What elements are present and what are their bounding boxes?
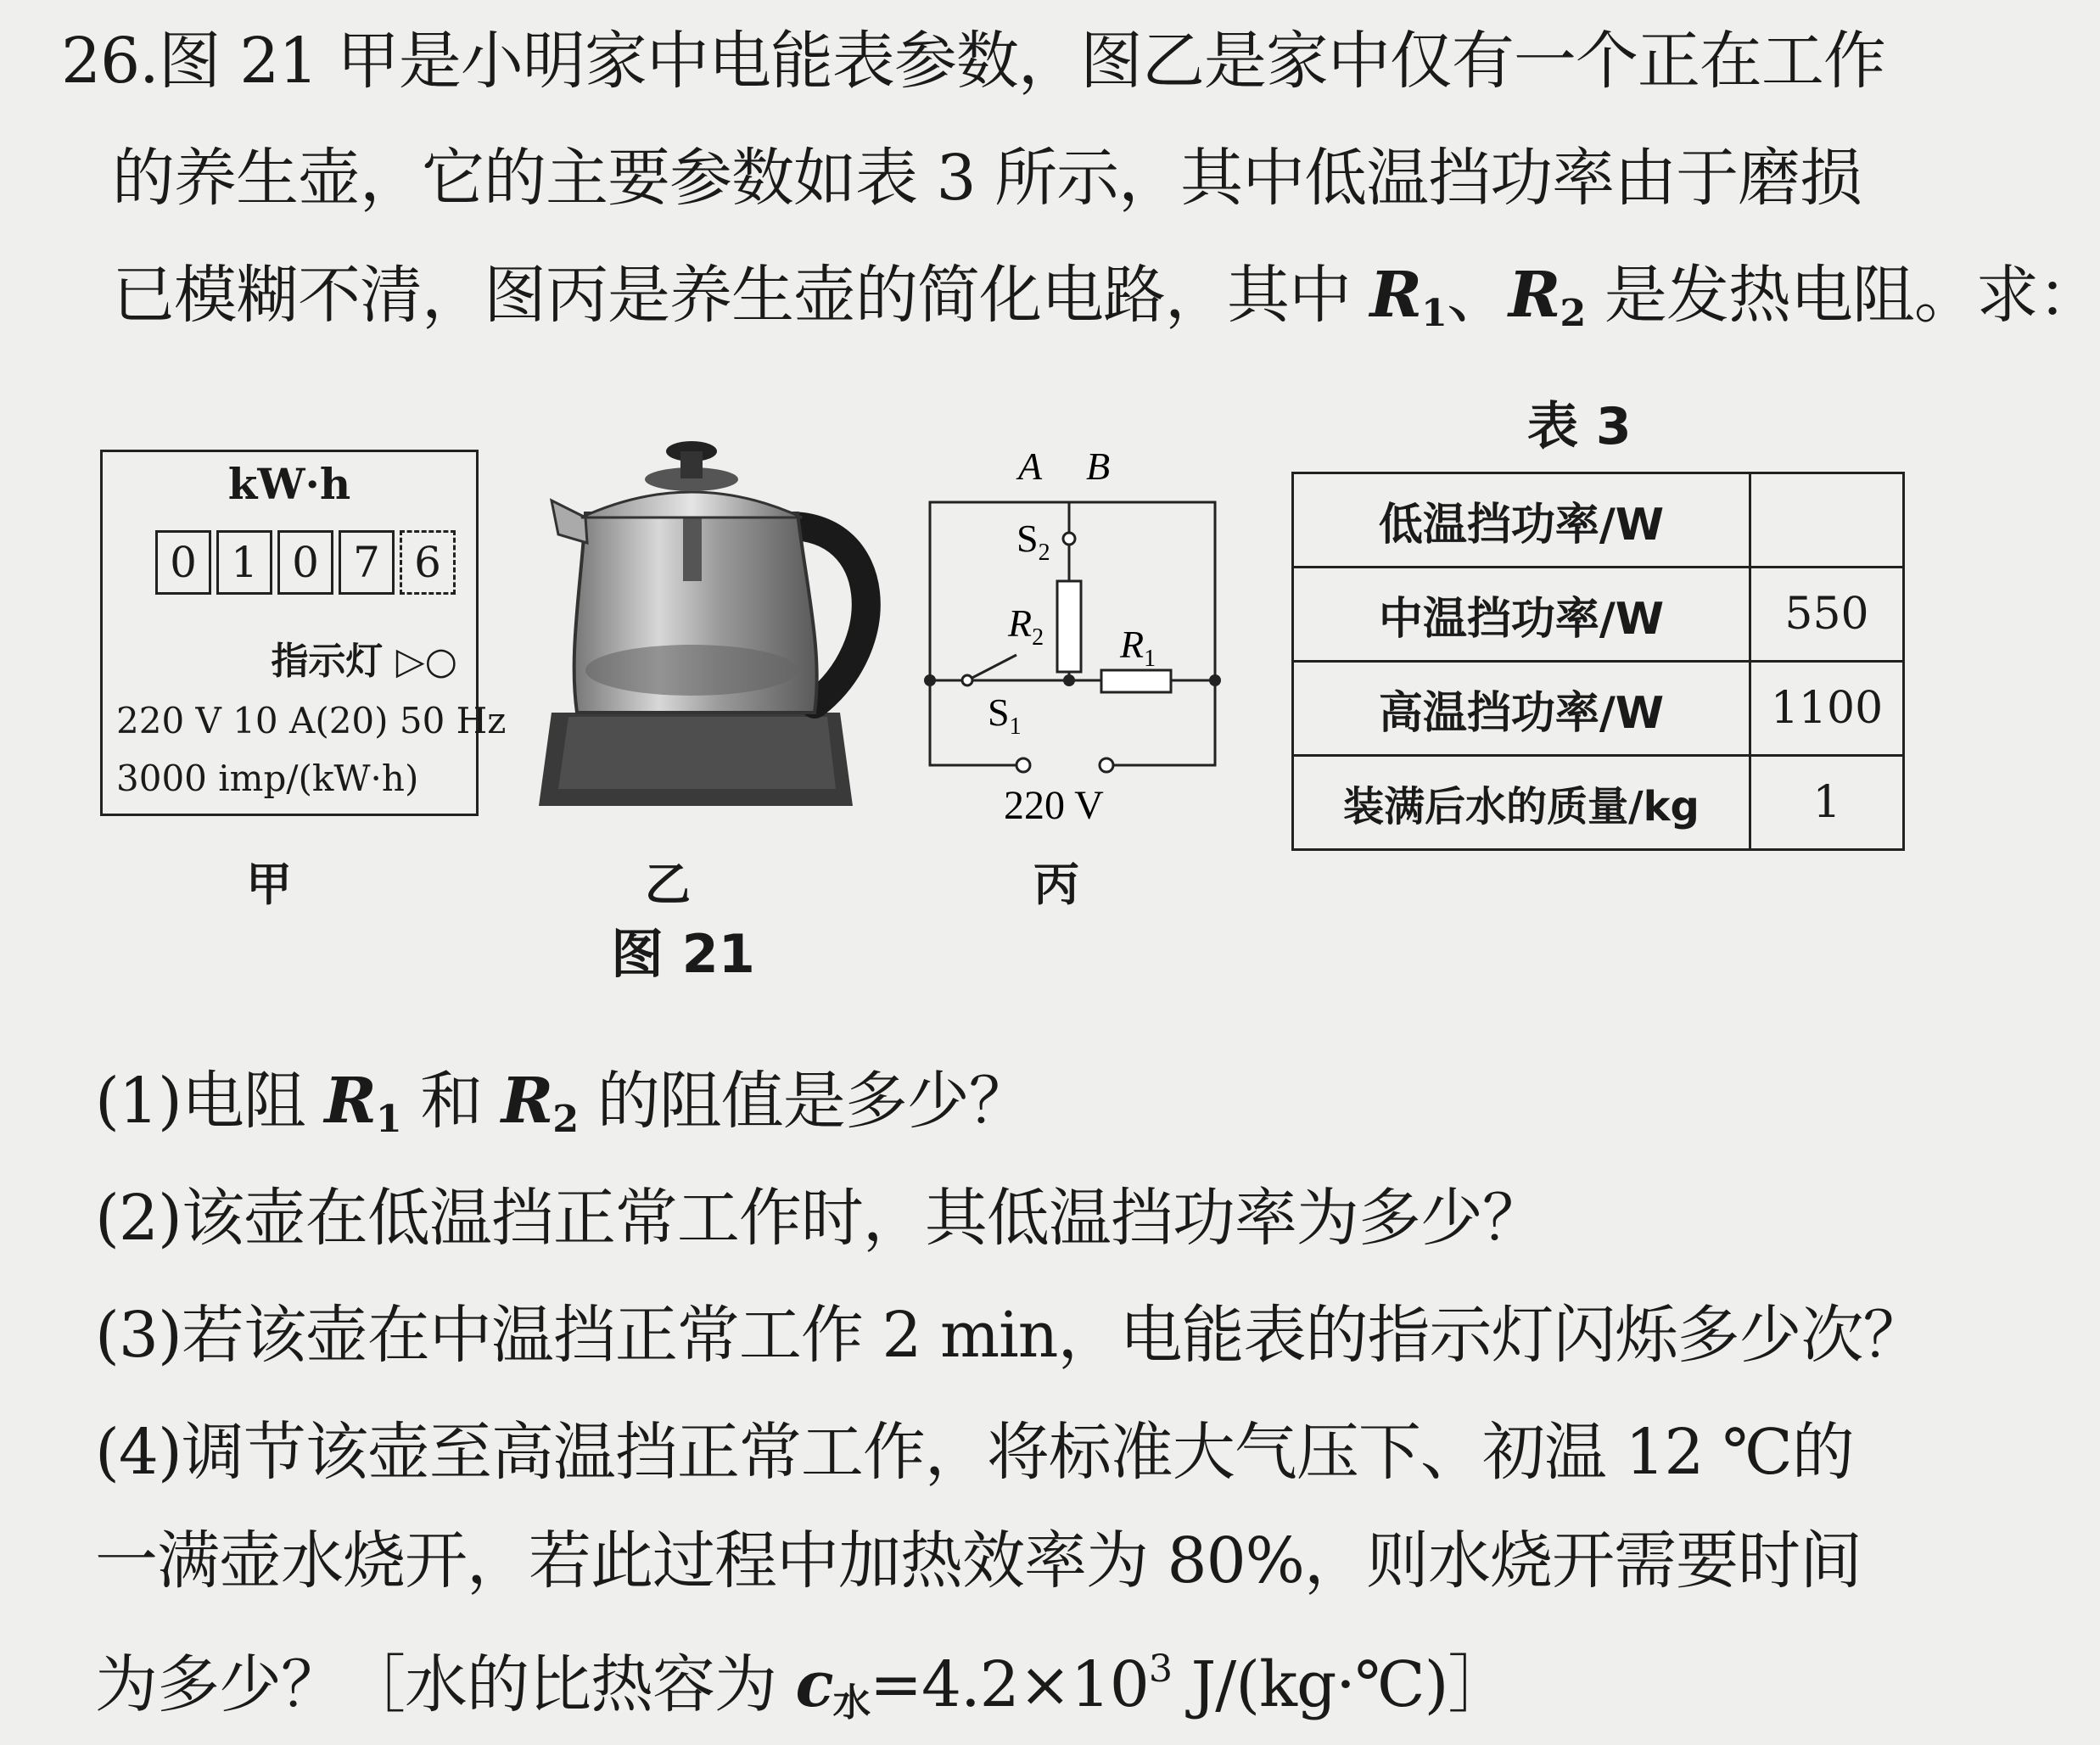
r2-symbol: $R_2$ [501, 1065, 579, 1142]
r2-symbol: $R_2$ [1508, 259, 1586, 336]
table-row [1293, 662, 1904, 756]
problem-line-3 [112, 253, 2100, 355]
electricity-meter-panel [100, 450, 507, 816]
specific-heat-symbol: $c_水$ [795, 1647, 870, 1725]
problem-line-2: 的养生壶，它的主要参数如表 3 所示，其中低温挡功率由于磨损 [112, 142, 1862, 215]
circuit-point-a: A [1018, 445, 1043, 488]
separator: 、 [1446, 259, 1509, 332]
exponent: 3 [1148, 1647, 1173, 1691]
table-cell-label: 中温挡功率/W [1293, 568, 1750, 662]
meter-digit-decimal: 6 [400, 530, 456, 595]
question-1-text: (1)电阻 [95, 1065, 325, 1138]
table-row [1293, 473, 1904, 568]
r1-symbol: $R_1$ [324, 1065, 401, 1142]
question-1 [95, 1059, 1031, 1161]
circuit-diagram [916, 441, 1239, 828]
table-cell-value: 550 [1750, 568, 1904, 662]
question-3: (3)若该壶在中温挡正常工作 2 min，电能表的指示灯闪烁多少次？ [95, 1299, 1925, 1372]
problem-line-3-text: 已模糊不清，图丙是养生壶的简化电路，其中 [112, 259, 1370, 332]
supply-voltage-label: 220 V [1004, 783, 1104, 828]
question-1-end: 的阻值是多少？ [578, 1065, 1031, 1138]
question-1-mid: 和 [400, 1065, 501, 1138]
table-cell-value: 1100 [1750, 662, 1904, 756]
meter-rating: 220 V 10 A(20) 50 Hz [116, 700, 507, 741]
figure-label-jia: 甲 [246, 858, 292, 911]
parameter-table [1291, 472, 1905, 851]
table-row [1293, 568, 1904, 662]
specific-heat-unit: J/(kg·℃)］ [1172, 1647, 1510, 1721]
problem-line-3-end: 是发热电阻。求： [1585, 259, 2100, 332]
table-cell-value [1750, 473, 1904, 568]
indicator-lamp-label: 指示灯 ▷○ [271, 640, 457, 683]
table-row [1293, 756, 1904, 850]
table-title: 表 3 [1527, 397, 1632, 456]
table-cell-value: 1 [1750, 756, 1904, 850]
figure-caption: 图 21 [611, 923, 755, 985]
specific-heat-value: =4.2×10 [870, 1647, 1149, 1721]
question-4-line-3 [95, 1627, 1509, 1745]
meter-digit: 1 [216, 530, 272, 595]
meter-digit: 0 [155, 530, 211, 595]
meter-unit: kW·h [227, 459, 351, 509]
circuit-point-b: B [1086, 445, 1111, 488]
meter-digits [155, 530, 461, 595]
table-cell-label: 装满后水的质量/kg [1293, 756, 1750, 850]
figure-label-yi: 乙 [645, 858, 691, 911]
figure-label-bing: 丙 [1033, 858, 1079, 911]
kettle-illustration [535, 433, 891, 823]
question-2: (2)该壶在低温挡正常工作时，其低温挡功率为多少？ [95, 1182, 1544, 1255]
switch-s1-label: $S_1$ [988, 691, 1022, 740]
question-4-line-1: (4)调节该壶至高温挡正常工作，将标准大气压下、初温 12 ℃的 [95, 1416, 1854, 1489]
table-cell-label: 高温挡功率/W [1293, 662, 1750, 756]
question-4-line-3-text: 为多少？［水的比热容为 [95, 1647, 796, 1721]
resistor-r2-label: $R_2$ [1008, 601, 1044, 651]
r1-symbol: $R_1$ [1369, 259, 1447, 336]
meter-digit: 7 [339, 530, 395, 595]
resistor-r1-label: $R_1$ [1120, 623, 1156, 672]
switch-s2-label: $S_2$ [1016, 517, 1050, 566]
meter-digit: 0 [277, 530, 333, 595]
question-4-line-2: 一满壶水烧开，若此过程中加热效率为 80%，则水烧开需要时间 [95, 1524, 1862, 1597]
meter-constant: 3000 imp/(kW·h) [116, 758, 419, 799]
problem-line-1: 26.图 21 甲是小明家中电能表参数，图乙是家中仅有一个正在工作 [61, 25, 1885, 98]
table-cell-label: 低温挡功率/W [1293, 473, 1750, 568]
